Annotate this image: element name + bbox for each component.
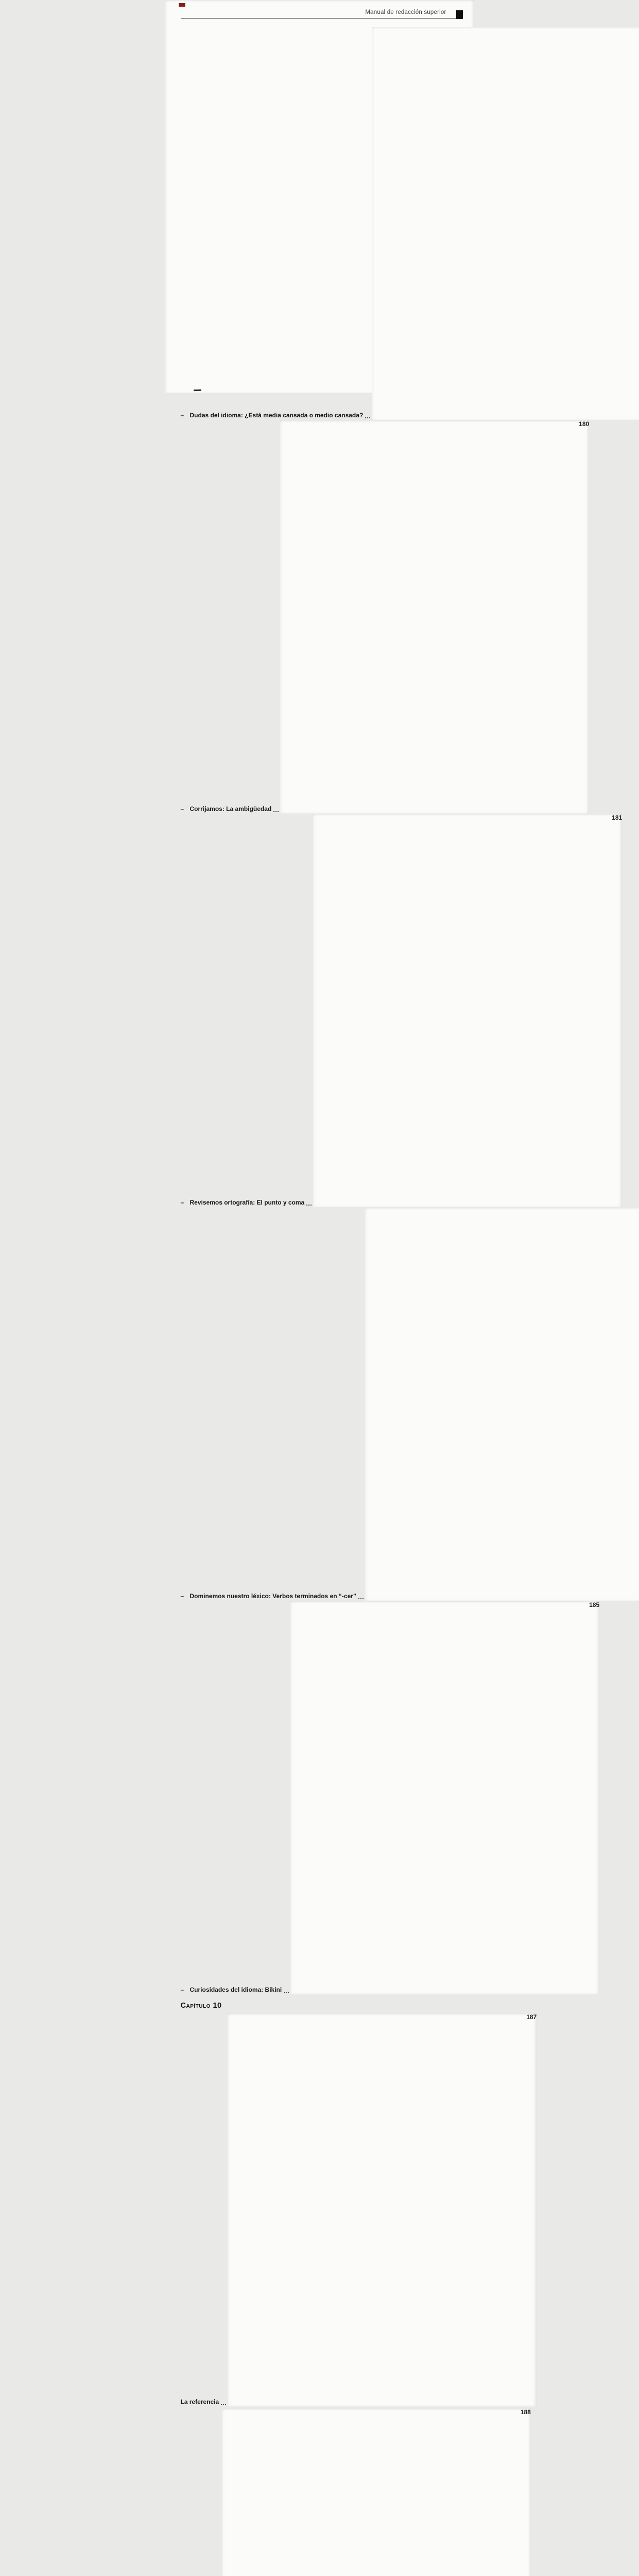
- dotted-leader: [221, 2404, 226, 2405]
- table-of-contents: [180, 27, 623, 2576]
- toc-entry-page: 181: [313, 814, 622, 1207]
- toc-entry-page: 188: [222, 2409, 531, 2576]
- dotted-leader: [306, 1205, 312, 1206]
- chapter-heading: Capítulo 10: [180, 2002, 222, 2010]
- toc-row: [180, 1601, 600, 1994]
- header-corner-mark: [456, 10, 463, 19]
- toc-row: [180, 814, 623, 1207]
- toc-entry-page: [372, 27, 639, 420]
- running-header-title: Manual de redacción superior: [365, 9, 446, 15]
- toc-entry-label: Corrijamos: La ambigüedad: [189, 805, 272, 813]
- toc-row: [181, 2409, 531, 2576]
- toc-entry-page: 185: [290, 1601, 599, 1994]
- running-header: [181, 7, 462, 19]
- toc-row: [181, 1208, 462, 1601]
- toc-entry-label: Dudas del idioma: ¿Está media cansada o medio cansada?: [189, 412, 364, 419]
- dash-bullet: –: [180, 412, 184, 419]
- toc-entry-label: Curiosidades del idioma: Bikini: [189, 1986, 282, 1994]
- toc-row: [181, 27, 462, 420]
- toc-entry-label: Dominemos nuestro léxico: Verbos terminados en “-cer”: [189, 1592, 356, 1600]
- dotted-leader: [358, 1598, 364, 1599]
- dotted-leader: [365, 417, 370, 418]
- book-page: [165, 0, 623, 2416]
- toc-row: [180, 420, 590, 814]
- dotted-leader: [284, 1992, 289, 1993]
- toc-entry-page: 180: [280, 420, 589, 814]
- toc-entry-page: 187: [228, 2013, 537, 2406]
- dash-bullet: –: [180, 1986, 184, 1994]
- dash-bullet: –: [180, 1199, 184, 1207]
- scan-mark-topleft: [179, 3, 185, 7]
- dash-bullet: –: [180, 805, 184, 813]
- toc-entry-label: Revisemos ortografía: El punto y coma: [189, 1199, 305, 1207]
- dotted-leader: [273, 811, 279, 812]
- toc-row: [180, 2013, 537, 2406]
- toc-entry-page: [365, 1208, 639, 1601]
- toc-entry-label: La referencia: [180, 2398, 219, 2406]
- dash-bullet: –: [180, 1592, 184, 1600]
- page-content: [180, 7, 623, 2576]
